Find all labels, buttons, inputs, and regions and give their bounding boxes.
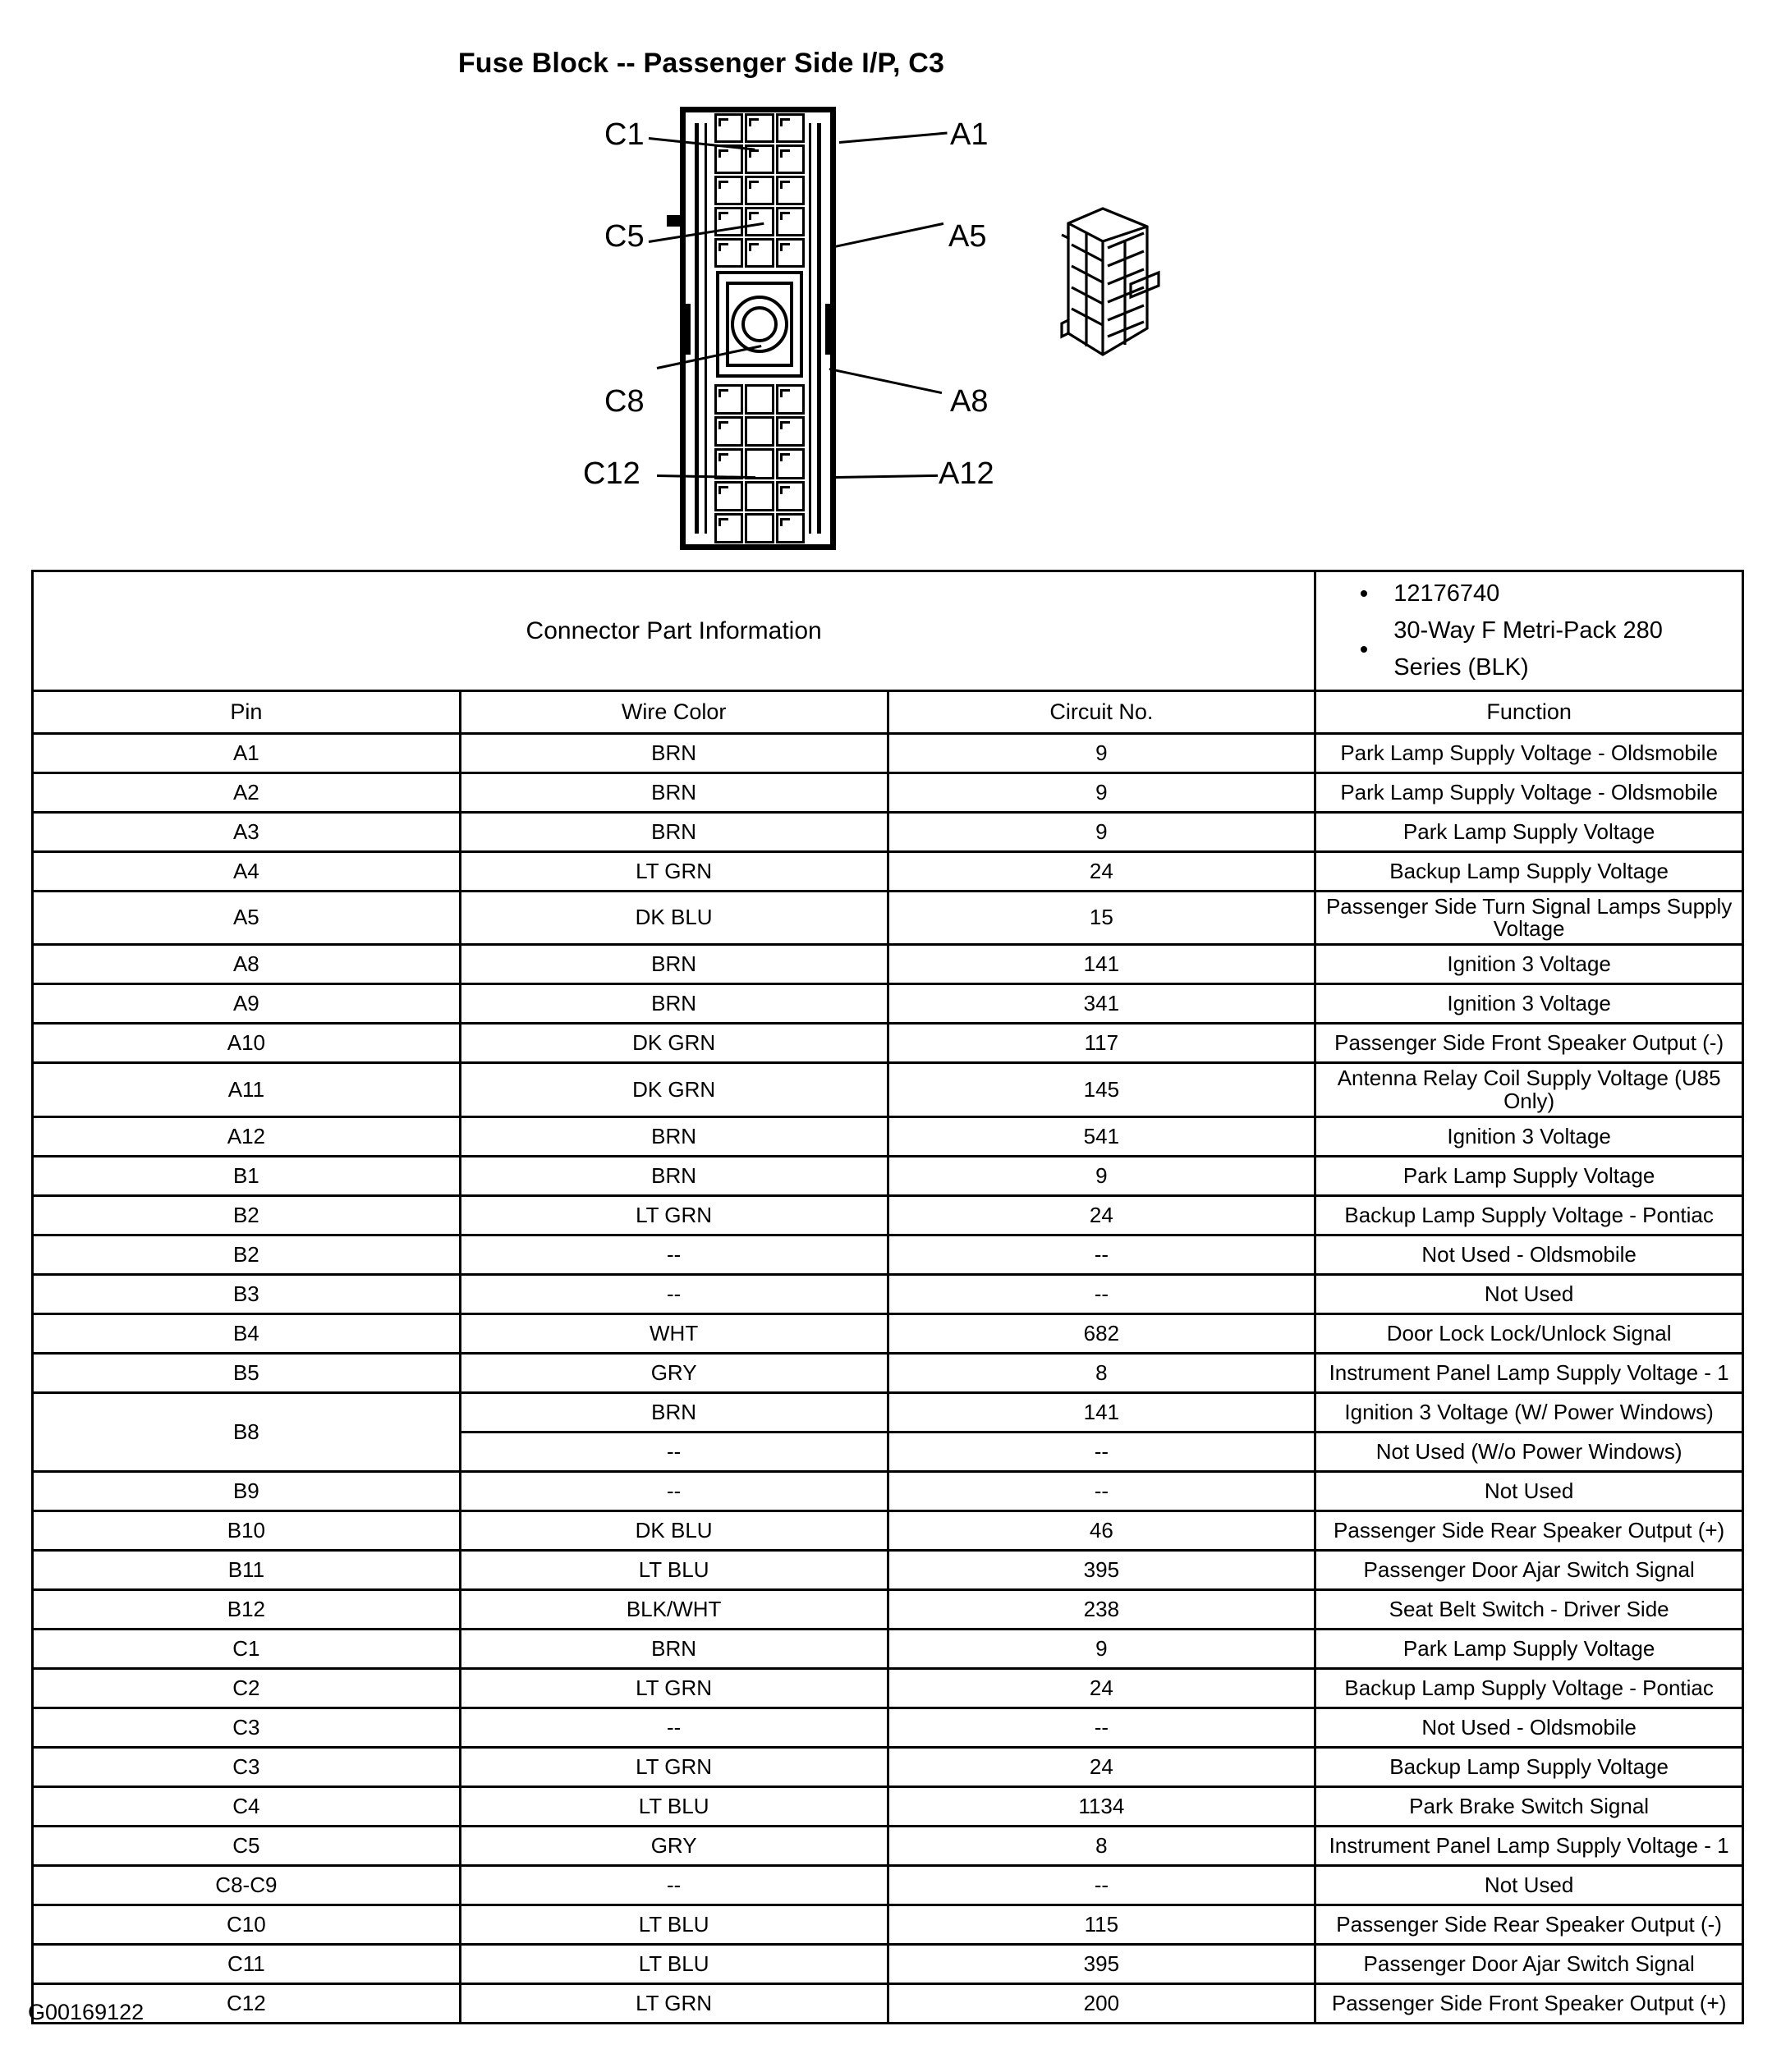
cell-wire: BRN: [460, 1157, 888, 1196]
cell-function: Door Lock Lock/Unlock Signal: [1315, 1314, 1743, 1354]
cell-pin: C10: [33, 1905, 461, 1945]
callout-label-a1: A1: [950, 117, 989, 152]
cell-circuit: --: [888, 1866, 1315, 1905]
cell-pin: A10: [33, 1024, 461, 1063]
cell-pin: C8-C9: [33, 1866, 461, 1905]
cell-circuit: 8: [888, 1827, 1315, 1866]
part-info-row: [33, 571, 1743, 691]
connector-notch-right: [825, 304, 834, 355]
cell-pin: C12: [33, 1984, 461, 2024]
cell-circuit: 46: [888, 1511, 1315, 1551]
pin-cavity: [714, 513, 743, 543]
cell-pin: C1: [33, 1630, 461, 1669]
table-row: [33, 1551, 1743, 1590]
cell-pin: A5: [33, 891, 461, 945]
cell-function: Not Used - Oldsmobile: [1315, 1708, 1743, 1748]
pin-cavity: [745, 113, 774, 143]
cell-wire: BRN: [460, 812, 888, 851]
cell-function: Ignition 3 Voltage: [1315, 1117, 1743, 1157]
cell-circuit: 24: [888, 851, 1315, 891]
connector-keyway-circle-inner: [741, 306, 778, 342]
cell-function: Park Lamp Supply Voltage: [1315, 812, 1743, 851]
table-row: [33, 851, 1743, 891]
cell-wire: LT BLU: [460, 1945, 888, 1984]
cell-function: Not Used: [1315, 1472, 1743, 1511]
pin-cavity: [776, 176, 805, 205]
pin-cavity: [714, 176, 743, 205]
cell-function: Park Lamp Supply Voltage: [1315, 1157, 1743, 1196]
cell-wire: LT GRN: [460, 851, 888, 891]
cell-circuit: 24: [888, 1196, 1315, 1235]
cell-pin: C11: [33, 1945, 461, 1984]
pin-cavity: [714, 448, 743, 479]
pin-cavity: [776, 416, 805, 447]
table-row: [33, 1063, 1743, 1117]
connector-rail-left-inner: [705, 123, 707, 534]
pin-cavity: [745, 416, 774, 447]
cell-function: Park Brake Switch Signal: [1315, 1787, 1743, 1827]
cell-circuit: 24: [888, 1748, 1315, 1787]
cell-pin: C4: [33, 1787, 461, 1827]
table-row: [33, 1472, 1743, 1511]
table-row: [33, 1866, 1743, 1905]
cell-function: Antenna Relay Coil Supply Voltage (U85 Only): [1315, 1063, 1743, 1117]
cell-pin: B9: [33, 1472, 461, 1511]
callout-label-a8: A8: [950, 384, 989, 419]
column-header-wire: Wire Color: [460, 690, 888, 733]
cell-function: Backup Lamp Supply Voltage: [1315, 851, 1743, 891]
cell-circuit: 9: [888, 772, 1315, 812]
connector-face-diagram: [0, 99, 1772, 558]
cell-pin: A4: [33, 851, 461, 891]
column-header-row: [33, 690, 1743, 733]
part-info-label: Connector Part Information: [33, 571, 1315, 691]
cell-pin: A3: [33, 812, 461, 851]
part-number: 12176740: [1356, 575, 1737, 612]
cell-wire: WHT: [460, 1314, 888, 1354]
cell-function: Seat Belt Switch - Driver Side: [1315, 1590, 1743, 1630]
cell-function: Ignition 3 Voltage (W/ Power Windows): [1315, 1393, 1743, 1433]
cell-wire: BRN: [460, 1393, 888, 1433]
table-row: [33, 1630, 1743, 1669]
table-row: [33, 1787, 1743, 1827]
cell-wire: --: [460, 1433, 888, 1472]
table-row: [33, 1314, 1743, 1354]
cell-circuit: 341: [888, 984, 1315, 1024]
connector-notch-left: [682, 304, 691, 355]
cell-pin: A1: [33, 733, 461, 772]
cell-circuit: 15: [888, 891, 1315, 945]
table-row: [33, 1511, 1743, 1551]
cell-function: Park Lamp Supply Voltage - Oldsmobile: [1315, 733, 1743, 772]
cell-function: Backup Lamp Supply Voltage - Pontiac: [1315, 1196, 1743, 1235]
cell-pin: A11: [33, 1063, 461, 1117]
cell-function: Not Used (W/o Power Windows): [1315, 1433, 1743, 1472]
cell-pin: A12: [33, 1117, 461, 1157]
cell-wire: --: [460, 1275, 888, 1314]
cell-pin: C3: [33, 1708, 461, 1748]
connector-rail-left: [695, 123, 699, 534]
pin-cavity: [745, 176, 774, 205]
pin-cavity: [745, 238, 774, 268]
leader-line-a1: [839, 132, 948, 144]
cell-function: Passenger Side Turn Signal Lamps Supply Voltage: [1315, 891, 1743, 945]
cell-circuit: --: [888, 1472, 1315, 1511]
pin-cavity: [776, 448, 805, 479]
table-row: [33, 1590, 1743, 1630]
cell-function: Passenger Side Rear Speaker Output (-): [1315, 1905, 1743, 1945]
table-row: [33, 1157, 1743, 1196]
connector-isometric-svg: [1055, 205, 1162, 369]
part-info-values: [1315, 571, 1743, 691]
cell-wire: DK BLU: [460, 1511, 888, 1551]
cell-function: Backup Lamp Supply Voltage - Pontiac: [1315, 1669, 1743, 1708]
cell-circuit: 200: [888, 1984, 1315, 2024]
cell-circuit: 682: [888, 1314, 1315, 1354]
part-description: 30-Way F Metri-Pack 280 Series (BLK): [1356, 612, 1737, 686]
cell-wire: DK GRN: [460, 1024, 888, 1063]
cell-circuit: 395: [888, 1551, 1315, 1590]
callout-label-a5: A5: [948, 219, 987, 254]
page-title: [0, 48, 1772, 80]
connector-keyway-inner: [726, 282, 793, 367]
cell-wire: --: [460, 1235, 888, 1275]
table-row: [33, 1354, 1743, 1393]
cell-function: Passenger Side Front Speaker Output (+): [1315, 1984, 1743, 2024]
cell-pin: B12: [33, 1590, 461, 1630]
cell-circuit: --: [888, 1235, 1315, 1275]
cell-function: Ignition 3 Voltage: [1315, 945, 1743, 984]
pin-cavity: [776, 207, 805, 236]
column-header-circuit: Circuit No.: [888, 690, 1315, 733]
cell-circuit: 141: [888, 945, 1315, 984]
leader-line-a8: [829, 368, 943, 394]
cell-function: Not Used: [1315, 1866, 1743, 1905]
table-row: [33, 1669, 1743, 1708]
pin-cavity: [714, 384, 743, 415]
cell-circuit: 9: [888, 733, 1315, 772]
cell-wire: LT GRN: [460, 1669, 888, 1708]
cell-wire: BLK/WHT: [460, 1590, 888, 1630]
cell-wire: BRN: [460, 1630, 888, 1669]
table-row: [33, 1196, 1743, 1235]
table-row: [33, 891, 1743, 945]
cell-circuit: --: [888, 1275, 1315, 1314]
leader-line-a5: [831, 222, 944, 249]
pin-cavity-grid-lower: [714, 384, 805, 543]
callout-label-c12: C12: [583, 456, 640, 491]
cell-circuit: 9: [888, 1630, 1315, 1669]
table-row: [33, 945, 1743, 984]
table-row: [33, 1275, 1743, 1314]
table-row: [33, 1905, 1743, 1945]
table-row: [33, 1393, 1743, 1433]
page-title-text: Fuse Block -- Passenger Side I/P, C3: [457, 48, 945, 79]
cell-function: Passenger Side Rear Speaker Output (+): [1315, 1511, 1743, 1551]
connector-body: [680, 107, 836, 550]
cell-function: Passenger Door Ajar Switch Signal: [1315, 1945, 1743, 1984]
cell-pin: A8: [33, 945, 461, 984]
table-row: [33, 733, 1743, 772]
cell-circuit: 24: [888, 1669, 1315, 1708]
cell-pin: B10: [33, 1511, 461, 1551]
callout-label-a12: A12: [939, 456, 994, 491]
cell-wire: LT BLU: [460, 1787, 888, 1827]
cell-wire: BRN: [460, 1117, 888, 1157]
cell-circuit: 541: [888, 1117, 1315, 1157]
cell-wire: LT BLU: [460, 1551, 888, 1590]
cell-pin: B3: [33, 1275, 461, 1314]
cell-pin: C3: [33, 1748, 461, 1787]
table-row: [33, 1984, 1743, 2024]
cell-wire: GRY: [460, 1354, 888, 1393]
pin-cavity: [776, 384, 805, 415]
connector-rail-right: [817, 123, 821, 534]
pin-cavity-grid-upper: [714, 113, 805, 268]
cell-wire: --: [460, 1472, 888, 1511]
table-row: [33, 1708, 1743, 1748]
cell-wire: BRN: [460, 984, 888, 1024]
pin-cavity: [776, 144, 805, 174]
cell-circuit: 115: [888, 1905, 1315, 1945]
connector-rail-right-inner: [809, 123, 811, 534]
connector-keyway: [716, 271, 803, 378]
column-header-pin: Pin: [33, 690, 461, 733]
pin-cavity: [714, 207, 743, 236]
table-row: [33, 1024, 1743, 1063]
figure-id-code: G00169122: [28, 2000, 145, 2024]
pin-cavity: [776, 238, 805, 268]
pin-cavity: [745, 384, 774, 415]
cell-function: Park Lamp Supply Voltage - Oldsmobile: [1315, 772, 1743, 812]
cell-wire: LT GRN: [460, 1748, 888, 1787]
cell-wire: LT BLU: [460, 1905, 888, 1945]
pin-cavity: [745, 448, 774, 479]
cell-pin: C2: [33, 1669, 461, 1708]
connector-isometric-view: [1055, 205, 1162, 369]
table-row: [33, 1827, 1743, 1866]
cell-circuit: 9: [888, 1157, 1315, 1196]
column-header-function: Function: [1315, 690, 1743, 733]
cell-circuit: 117: [888, 1024, 1315, 1063]
pin-cavity: [714, 481, 743, 511]
cell-function: Backup Lamp Supply Voltage: [1315, 1748, 1743, 1787]
cell-pin: B1: [33, 1157, 461, 1196]
cell-circuit: 395: [888, 1945, 1315, 1984]
cell-pin: B11: [33, 1551, 461, 1590]
cell-function: Not Used: [1315, 1275, 1743, 1314]
connector-pinout-table: [31, 570, 1744, 2024]
cell-wire: LT GRN: [460, 1196, 888, 1235]
table-row: [33, 1117, 1743, 1157]
cell-pin: B4: [33, 1314, 461, 1354]
pin-cavity: [745, 481, 774, 511]
table-row: [33, 772, 1743, 812]
table-row: [33, 1945, 1743, 1984]
cell-circuit: 9: [888, 812, 1315, 851]
cell-pin: B2: [33, 1196, 461, 1235]
cell-circuit: --: [888, 1708, 1315, 1748]
table-body: [33, 571, 1743, 2024]
callout-label-c5: C5: [604, 219, 645, 254]
callout-label-c1: C1: [604, 117, 645, 152]
cell-pin: A2: [33, 772, 461, 812]
cell-wire: BRN: [460, 945, 888, 984]
cell-circuit: 141: [888, 1393, 1315, 1433]
cell-function: Passenger Door Ajar Switch Signal: [1315, 1551, 1743, 1590]
cell-circuit: --: [888, 1433, 1315, 1472]
pin-cavity: [776, 513, 805, 543]
cell-wire: BRN: [460, 733, 888, 772]
table-row: [33, 1235, 1743, 1275]
cell-wire: DK BLU: [460, 891, 888, 945]
cell-pin: B5: [33, 1354, 461, 1393]
pin-cavity: [714, 238, 743, 268]
cell-wire: DK GRN: [460, 1063, 888, 1117]
cell-wire: --: [460, 1708, 888, 1748]
cell-wire: LT GRN: [460, 1984, 888, 2024]
pin-cavity: [776, 113, 805, 143]
cell-function: Passenger Side Front Speaker Output (-): [1315, 1024, 1743, 1063]
pin-cavity: [745, 513, 774, 543]
cell-circuit: 145: [888, 1063, 1315, 1117]
cell-function: Instrument Panel Lamp Supply Voltage - 1: [1315, 1827, 1743, 1866]
cell-function: Park Lamp Supply Voltage: [1315, 1630, 1743, 1669]
connector-locking-tab: [667, 215, 682, 227]
leader-line-a12: [836, 474, 938, 479]
table-row: [33, 1748, 1743, 1787]
table-row: [33, 812, 1743, 851]
cell-pin: C5: [33, 1827, 461, 1866]
cell-wire: --: [460, 1866, 888, 1905]
cell-function: Ignition 3 Voltage: [1315, 984, 1743, 1024]
cell-circuit: 1134: [888, 1787, 1315, 1827]
cell-function: Not Used - Oldsmobile: [1315, 1235, 1743, 1275]
cell-wire: GRY: [460, 1827, 888, 1866]
cell-circuit: 8: [888, 1354, 1315, 1393]
cell-function: Instrument Panel Lamp Supply Voltage - 1: [1315, 1354, 1743, 1393]
cell-wire: BRN: [460, 772, 888, 812]
pin-cavity: [714, 113, 743, 143]
pin-cavity: [745, 207, 774, 236]
pin-cavity: [776, 481, 805, 511]
cell-pin: B2: [33, 1235, 461, 1275]
table-row: [33, 984, 1743, 1024]
cell-pin-merged: B8: [33, 1393, 461, 1472]
part-info-list: [1356, 575, 1737, 686]
pin-cavity: [714, 416, 743, 447]
callout-label-c8: C8: [604, 384, 645, 419]
cell-pin: A9: [33, 984, 461, 1024]
cell-circuit: 238: [888, 1590, 1315, 1630]
